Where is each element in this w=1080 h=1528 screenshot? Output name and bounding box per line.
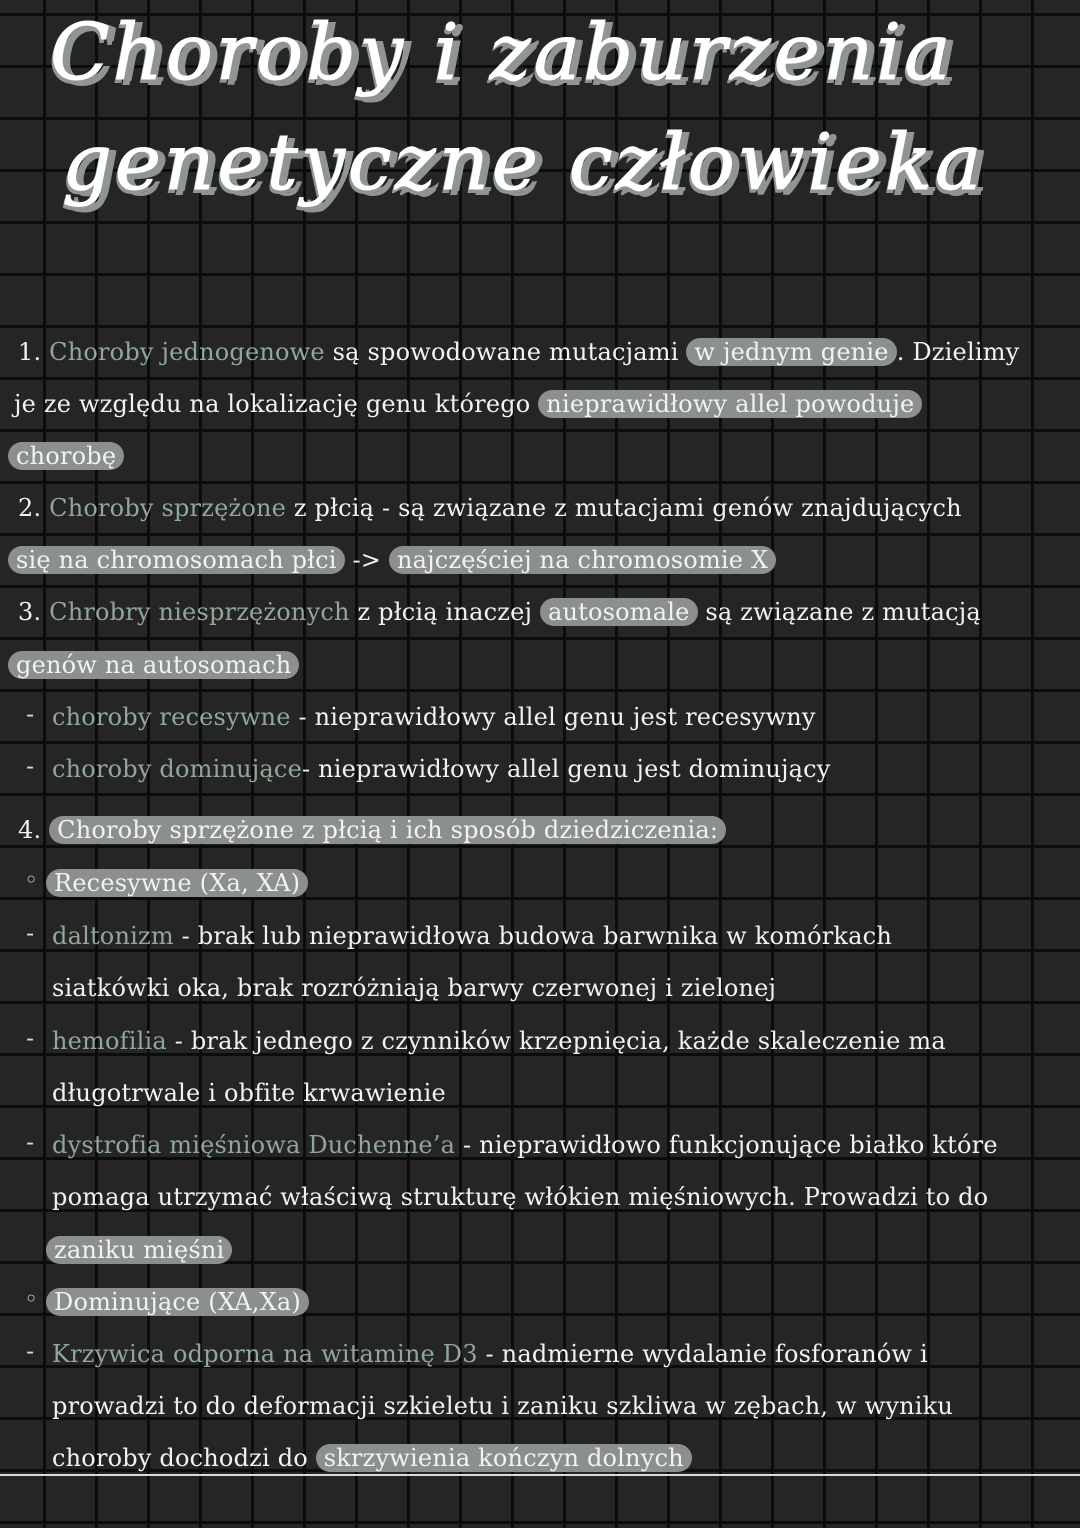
text: -> xyxy=(344,546,389,574)
dash-bullet: - xyxy=(26,1024,35,1052)
text-line xyxy=(52,754,831,784)
divider xyxy=(0,1474,1080,1476)
term: Choroby sprzężone xyxy=(49,494,287,522)
highlighted-text: Dominujące (XA,Xa) xyxy=(46,1288,309,1316)
text-line xyxy=(52,702,816,732)
text-line xyxy=(18,493,962,523)
text: - nieprawidłowy allel genu jest recesywny xyxy=(290,703,816,731)
highlighted-text: zaniku mięśni xyxy=(46,1236,232,1264)
text: z płcią inaczej xyxy=(349,598,540,626)
text-line xyxy=(8,441,124,471)
text: 1. xyxy=(18,338,50,366)
text: - brak lub nieprawidłowa budowa barwnika w komórkach xyxy=(173,922,892,950)
text: pomaga utrzymać właściwą strukturę włókien mięśniowych. Prowadzi to do xyxy=(52,1183,989,1211)
text-line xyxy=(18,597,981,627)
text-line xyxy=(46,868,308,898)
text: choroby dochodzi do xyxy=(52,1444,316,1472)
highlighted-text: chorobę xyxy=(8,442,124,470)
text: 3. xyxy=(18,598,50,626)
text-line xyxy=(52,1130,998,1160)
text-line xyxy=(52,1339,928,1369)
text-line xyxy=(18,337,1019,367)
dash-bullet: - xyxy=(26,752,35,780)
text: długotrwale i obfite krwawienie xyxy=(52,1079,446,1107)
dash-bullet: - xyxy=(26,1337,35,1365)
highlighted-text: Choroby sprzężone z płcią i ich sposób dziedziczenia: xyxy=(49,816,726,844)
text: - nieprawidłowo funkcjonujące białko które xyxy=(455,1131,998,1159)
highlighted-text: genów na autosomach xyxy=(8,651,299,679)
text-line xyxy=(52,1443,692,1473)
text: są związane z mutacją xyxy=(697,598,981,626)
term: choroby dominujące xyxy=(52,755,302,783)
text-line xyxy=(52,921,892,951)
text: prowadzi to do deformacji szkieletu i zaniku szkliwa w zębach, w wyniku xyxy=(52,1392,954,1420)
text-line xyxy=(52,1182,988,1212)
text-line xyxy=(52,973,776,1003)
dash-bullet: - xyxy=(26,919,35,947)
text: siatkówki oka, brak rozróżniają barwy czerwonej i zielonej xyxy=(52,974,777,1002)
term: dystrofia mięśniowa Duchenne’a xyxy=(52,1131,456,1159)
text-line xyxy=(52,1026,946,1056)
highlighted-text: autosomale xyxy=(540,598,698,626)
text-line xyxy=(52,1391,953,1421)
text: je ze względu na lokalizację genu którego xyxy=(14,390,539,418)
text: z płcią - są związane z mutacjami genów znajdujących xyxy=(286,494,962,522)
text-line xyxy=(52,1078,446,1108)
text: 2. xyxy=(18,494,50,522)
text: 4. xyxy=(18,816,50,844)
dash-bullet: - xyxy=(26,1128,35,1156)
highlighted-text: Recesywne (Xa, XA) xyxy=(46,869,308,897)
highlighted-text: najczęściej na chromosomie X xyxy=(389,546,776,574)
highlighted-text: skrzywienia kończyn dolnych xyxy=(316,1444,692,1472)
term: Chrobry niesprzężonych xyxy=(49,598,350,626)
text-line xyxy=(46,1235,232,1265)
text: . Dzielimy xyxy=(896,338,1020,366)
text-line xyxy=(8,650,299,680)
text-line xyxy=(46,1287,309,1317)
page-title-line-2: genetyczne człowieka xyxy=(62,118,985,208)
term: Krzywica odporna na witaminę D3 xyxy=(52,1340,478,1368)
text: są spowodowane mutacjami xyxy=(324,338,687,366)
term: hemofilia xyxy=(52,1027,167,1055)
circle-bullet: ◦ xyxy=(24,1285,39,1313)
circle-bullet: ◦ xyxy=(24,866,39,894)
page-title-line-1: Choroby i zaburzenia xyxy=(50,8,954,98)
text-line xyxy=(18,815,726,845)
text-line xyxy=(8,545,776,575)
text: - brak jednego z czynników krzepnięcia, każde skaleczenie ma xyxy=(166,1027,946,1055)
term: choroby recesywne xyxy=(52,703,291,731)
term: daltonizm xyxy=(52,922,174,950)
text: - nieprawidłowy allel genu jest dominujący xyxy=(301,755,831,783)
highlighted-text: w jednym genie xyxy=(686,338,896,366)
highlighted-text: się na chromosomach płci xyxy=(8,546,345,574)
text-line xyxy=(14,389,922,419)
text: - nadmierne wydalanie fosforanów i xyxy=(477,1340,928,1368)
dash-bullet: - xyxy=(26,700,35,728)
term: Choroby jednogenowe xyxy=(49,338,325,366)
highlighted-text: nieprawidłowy allel powoduje xyxy=(538,390,922,418)
